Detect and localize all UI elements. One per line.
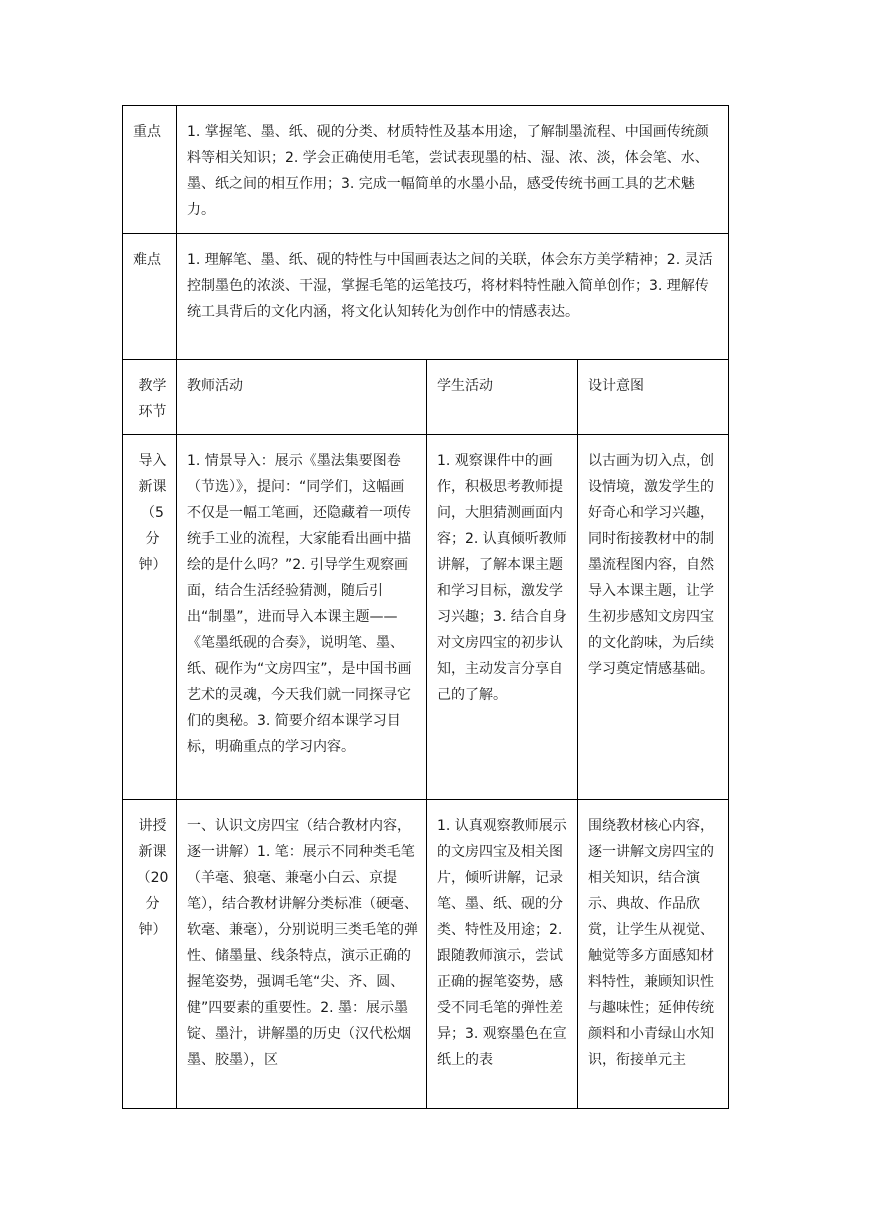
- key-points-text: 1. 掌握笔、墨、纸、砚的分类、材质特性及基本用途，了解制墨流程、中国画传统颜料等相关知识；2. 学会正确使用毛笔，尝试表现墨的枯、湿、浓、淡，体会笔、水、墨、纸之间的相互作用；3. 完成一幅简单的水墨小品，感受传统书画工具的艺术魅力。: [187, 124, 709, 218]
- key-points-content-cell: [177, 106, 729, 234]
- difficult-points-row: [123, 234, 729, 360]
- difficult-points-label: 难点: [133, 252, 161, 268]
- header-teacher-cell: [177, 360, 427, 435]
- lesson-plan-table: [122, 105, 729, 1109]
- student-activity-cell: [427, 435, 578, 800]
- key-points-label-cell: [123, 106, 177, 234]
- header-design-cell: [578, 360, 729, 435]
- key-points-row: [123, 106, 729, 234]
- stage-label-cell: [123, 435, 177, 800]
- header-stage-cell: [123, 360, 177, 435]
- teacher-activity-cell: [177, 800, 427, 1109]
- stage-label-line: 分: [145, 896, 160, 912]
- teacher-activity-text: 1. 情景导入：展示《墨法集要图卷（节选）》，提问：“同学们，这幅画不仅是一幅工笔画，还隐藏着一项传统手工业的流程，大家能看出画中描绘的是什么吗？”2. 引导学生观察画面，结合生活经验猜测，随后引出“制墨”，进而导入本课主题——《笔墨纸砚的合奏》，说明笔、墨、纸、砚作为“文房四宝”，是中国书画艺术的灵魂，今天我们就一同探寻它们的奥秘。3. 简要介绍本课学习目标，明确重点的学习内容。: [187, 453, 412, 755]
- header-teacher: 教师活动: [187, 378, 243, 394]
- student-activity-text: 1. 观察课件中的画作，积极思考教师提问，大胆猜测画面内容；2. 认真倾听教师讲解，了解本课主题和学习目标，激发学习兴趣；3. 结合自身对文房四宝的初步认知，主动发言分享自己的了解。: [437, 453, 567, 703]
- stage-label-line: 分: [145, 531, 160, 547]
- design-intent-text: 围绕教材核心内容，逐一讲解文房四宝的相关知识，结合演示、典故、作品欣赏，让学生从视觉、触觉等多方面感知材料特性，兼顾知识性与趣味性；延伸传统颜料和小青绿山水知识，衔接单元主: [588, 818, 714, 1068]
- student-activity-text: 1. 认真观察教师展示的文房四宝及相关图片，倾听讲解，记录笔、墨、纸、砚的分类、特性及用途；2. 跟随教师演示，尝试正确的握笔姿势，感受不同毛笔的弹性差异；3. 观察墨色在宣纸上的表: [437, 818, 567, 1068]
- stage-label-cell: [123, 800, 177, 1109]
- column-header-row: [123, 360, 729, 435]
- key-points-label: 重点: [133, 124, 161, 140]
- stage-label-line: 新课: [138, 844, 167, 860]
- stage-label-line: 钟）: [138, 557, 167, 573]
- design-intent-cell: [578, 435, 729, 800]
- stage-label-line: （5: [141, 505, 164, 521]
- stage-row-lecture: [123, 800, 729, 1109]
- stage-label-line: 导入: [138, 453, 167, 469]
- difficult-points-label-cell: [123, 234, 177, 360]
- stage-row-intro: [123, 435, 729, 800]
- stage-label-line: 讲授: [138, 818, 167, 834]
- header-student-cell: [427, 360, 578, 435]
- header-student: 学生活动: [437, 378, 493, 394]
- difficult-points-text: 1. 理解笔、墨、纸、砚的特性与中国画表达之间的关联，体会东方美学精神；2. 灵活控制墨色的浓淡、干湿，掌握毛笔的运笔技巧，将材料特性融入简单创作；3. 理解传统工具背后的文化内涵，将文化认知转化为创作中的情感表达。: [187, 252, 713, 320]
- header-stage-line: 教学: [138, 378, 167, 394]
- teacher-activity-cell: [177, 435, 427, 800]
- teacher-activity-text: 一、认识文房四宝（结合教材内容，逐一讲解）1. 笔：展示不同种类毛笔（羊毫、狼毫、兼毫小白云、京提笔），结合教材讲解分类标准（硬毫、软毫、兼毫），分别说明三类毛笔的弹性、储墨量、线条特点，演示正确的握笔姿势，强调毛笔“尖、齐、圆、健”四要素的重要性。2. 墨：展示墨锭、墨汁，讲解墨的历史（汉代松烟墨、胶墨），区: [187, 818, 418, 1068]
- header-stage-line: 环节: [138, 404, 167, 420]
- header-design: 设计意图: [588, 378, 644, 394]
- stage-label-line: 新课: [138, 479, 167, 495]
- design-intent-text: 以古画为切入点，创设情境，激发学生的好奇心和学习兴趣，同时衔接教材中的制墨流程图内容，自然导入本课主题，让学生初步感知文房四宝的文化韵味，为后续学习奠定情感基础。: [588, 453, 714, 677]
- difficult-points-content-cell: [177, 234, 729, 360]
- stage-label-line: 钟）: [138, 922, 167, 938]
- design-intent-cell: [578, 800, 729, 1109]
- student-activity-cell: [427, 800, 578, 1109]
- stage-label-line: （20: [136, 870, 169, 886]
